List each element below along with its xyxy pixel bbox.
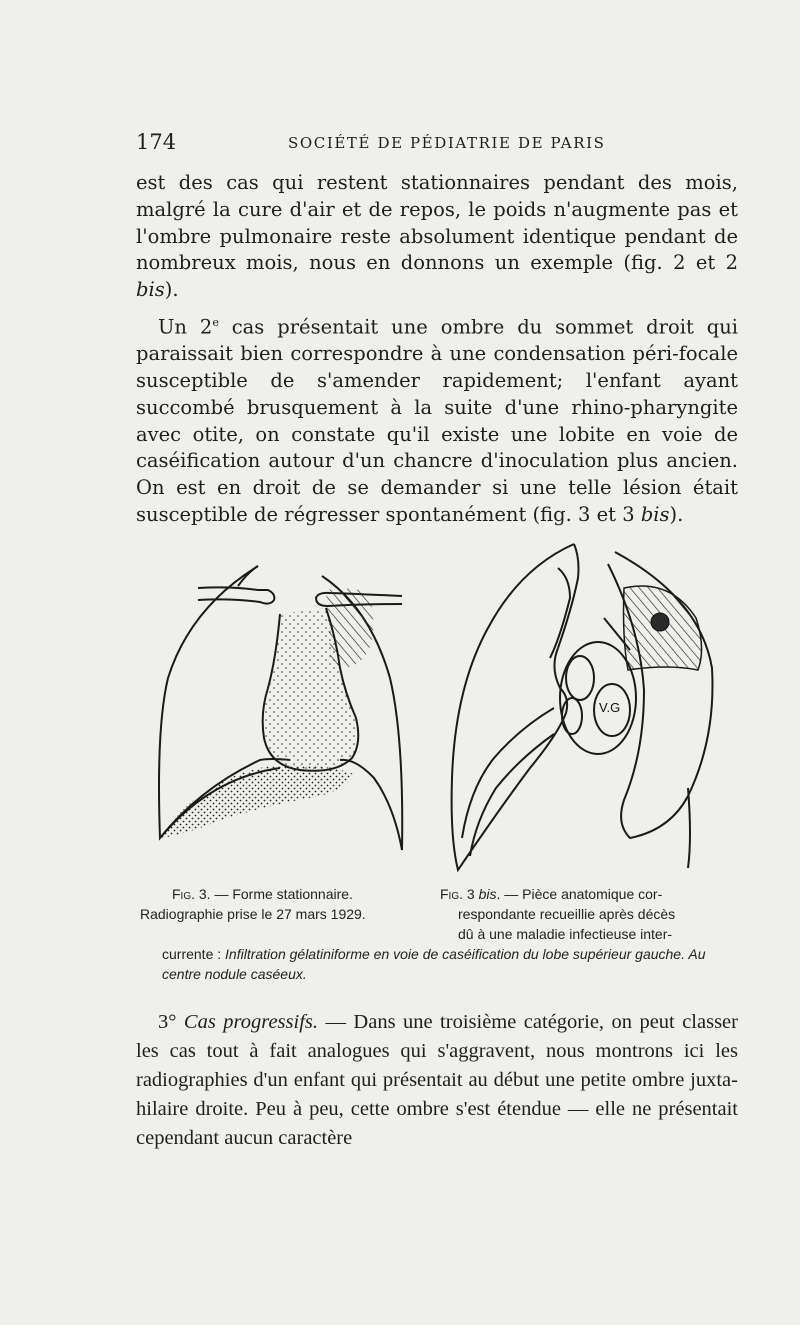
figure-3-illustrations — [140, 538, 740, 878]
paragraph-2-start: Un 2 — [158, 315, 213, 339]
paragraph-progressive-cases — [136, 1008, 738, 1153]
lower-base-dots — [162, 765, 354, 838]
paragraph-3-body: — Dans une troisième catégorie, on peut classer les cas tout à fait analogues qui s'aggravent, nous montrons ici les radiographies d'un enfant qui présentait au début une petite ombre juxta-hilaire droite. Peu à peu, cette ombre s'est étendue — elle ne présentait cependant aucun caractère — [136, 1011, 738, 1149]
paragraph-2-end: ). — [669, 503, 684, 527]
caseous-nodule — [651, 613, 669, 631]
paragraph-1-end: ). — [164, 278, 179, 302]
paragraph-3-number: 3° — [158, 1011, 184, 1033]
paragraph-second-case — [136, 310, 738, 529]
caption-fig-3-label: Fig — [172, 886, 192, 902]
paragraph-2-bis: bis — [640, 503, 670, 527]
paragraph-stationary-cases — [136, 170, 738, 304]
paragraph-1-bis: bis — [136, 278, 165, 302]
caption-fig-3bis-label: Fig — [440, 886, 460, 902]
page-header — [136, 130, 736, 156]
caption-fig-3bis-bis: bis — [478, 886, 497, 902]
caption-fig-3-bis — [440, 884, 740, 944]
label-vg: V.G — [599, 700, 621, 715]
caption-continuation-italic: Infiltration gélatiniforme en voie de caséification du lobe supérieur gauche. Au centre nodule caséeux. — [162, 946, 706, 982]
caption-fig-3-bis-continuation — [162, 944, 742, 984]
caption-fig-3 — [140, 884, 440, 924]
paragraph-2-superscript: e — [212, 316, 219, 329]
inner-vessel-1 — [566, 656, 594, 700]
caption-fig-3bis-number: . 3 — [459, 886, 479, 902]
caption-fig-3bis-line-2: respondante recueillie après décès — [458, 906, 676, 922]
paragraph-3-heading: Cas progressifs. — [183, 1011, 318, 1033]
paragraph-1-text: est des cas qui restent stationnaires pendant des mois, malgré la cure d'air et de repos, le poids n'augmente pas et l'ombre pulmonaire reste absolument identique pendant de nombreux mois, nous en donnons un exemple (fig. 2 et 2 — [136, 171, 738, 275]
caption-continuation-plain: currente : — [162, 946, 226, 962]
fig-3-bis-specimen — [452, 544, 713, 870]
left-clavicle — [198, 587, 274, 603]
running-title: SOCIÉTÉ DE PÉDIATRIE DE PARIS — [288, 134, 606, 152]
caption-fig-3bis-line-1: . — Pièce anatomique cor- — [496, 886, 663, 902]
caption-fig-3-line-2: Radiographie prise le 27 mars 1929. — [140, 906, 366, 922]
caption-fig-3-title: . 3. — Forme stationnaire. — [191, 886, 353, 902]
caption-fig-3bis-line-3: dû à une maladie infectieuse inter- — [458, 926, 673, 942]
page-number: 174 — [136, 130, 177, 154]
paragraph-2-body: cas présentait une ombre du sommet droit qui paraissait bien correspondre à une condensation péri-focale susceptible de s'amender rapidement; l'enfant ayant succombé brusquement à la suite d'une rhino-pharyngite avec otite, on constate qu'il existe une lobite en voie de caséification autour d'un chancre d'inoculation plus ancien. On est en droit de se demander si une telle lésion était susceptible de régresser spontanément (fig. 3 et 3 — [136, 315, 738, 527]
